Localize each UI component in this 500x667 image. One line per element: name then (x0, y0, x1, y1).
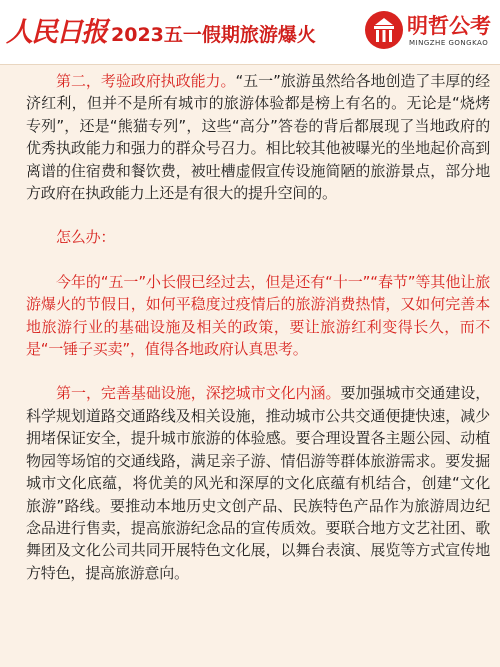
paragraph-text: 要加强城市交通建设，科学规划道路交通路线及相关设施，推动城市公共交通便捷快速，减少拥堵保证安全，提升城市旅游的体验感。要合理设置各主题公园、动植物园等场馆的交通线路，满足亲子游、情侣游等群体旅游需求。要发掘城市文化底蕴，将优美的风光和深厚的文化底蕴有机结合，创建“文化旅游”路线。要推动本地历史文创产品、民族特色产品作为旅游周边纪念品进行售卖，提高旅游纪念品的宣传质效。要联合地方文艺社团、歌舞团及文化公司共同开展特色文化展，以舞台表演、展览等方式宣传地方特色，提高旅游意向。 (26, 384, 490, 582)
brand-logo (364, 8, 494, 58)
paragraph-lead: 第二，考验政府执政能力。 (56, 72, 236, 90)
peoples-daily-logo: 人民日报 (6, 17, 106, 48)
header-divider (0, 64, 500, 65)
header (0, 0, 500, 64)
paragraph-lead: 第一，完善基础设施，深挖城市文化内涵。 (56, 384, 341, 403)
article-body (26, 70, 490, 584)
paragraph-infrastructure (26, 382, 490, 584)
brand-subtitle: MINGZHE GONGKAO (409, 39, 489, 47)
brand-name: 明哲公考 (407, 14, 491, 38)
paragraph-text: “五一”旅游虽然给各地创造了丰厚的经济红利，但并不是所有城市的旅游体验都是榜上有名的。无论是“烧烤专列”，还是“熊猫专列”，这些“高分”答卷的背后都展现了当地政府的优秀执政能力和强力的群众号召力。相比较其他被曝光的坐地起价高到离谱的住宿费和餐饮费，被吐槽虚假宣传设施简陋的旅游景点，部分地方政府在执政能力上还是有很大的提升空间的。 (26, 72, 490, 203)
paragraph-question: 今年的“五一”小长假已经过去，但是还有“十一”“春节”等其他让旅游爆火的节假日，如何平稳度过疫情后的旅游消费热情，又如何完善本地旅游行业的基础设施及相关的政策，要让旅游红利变得长久，而不是“一锤子买卖”，值得各地政府认真思考。 (26, 272, 490, 359)
paragraph-govt-capability (26, 70, 490, 204)
brand-mark-icon (364, 10, 404, 50)
page-title: 2023五一假期旅游爆火 (111, 24, 316, 46)
paragraph-what-to-do: 怎么办： (56, 228, 116, 247)
